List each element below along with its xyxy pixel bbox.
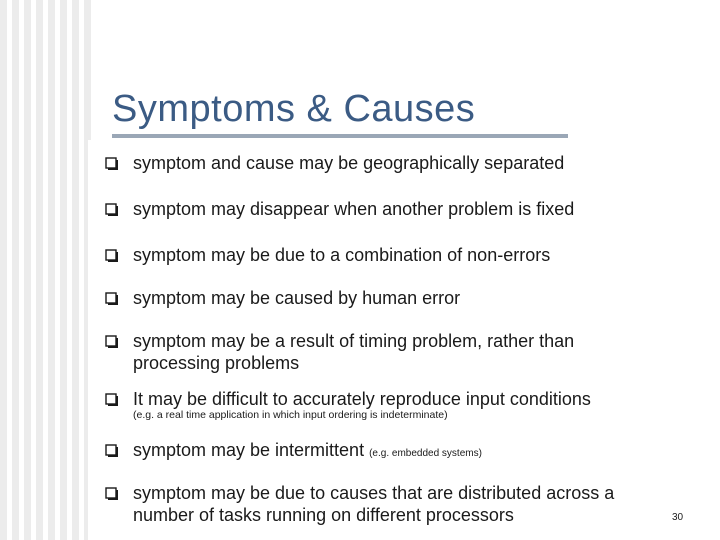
bullet-note: (e.g. a real time application in which input ordering is indeterminate) (133, 409, 448, 421)
checkbox-bullet-icon (105, 157, 119, 171)
title-underline (112, 134, 568, 138)
checkbox-bullet-icon (105, 249, 119, 263)
bullet-text: symptom may be caused by human error (133, 288, 461, 308)
bullet-text: symptom may be due to causes that are distributed across a number of tasks running on different processors (133, 483, 615, 525)
bullet-text: It may be difficult to accurately reproduce input conditions (133, 389, 591, 409)
content-background-edge (88, 140, 96, 540)
checkbox-bullet-icon (105, 444, 119, 458)
checkbox-bullet-icon (105, 203, 119, 217)
bullet-text: symptom may be due to a combination of non-errors (133, 245, 551, 265)
decorative-stripes (0, 0, 94, 540)
bullet-text: symptom and cause may be geographically separated (133, 153, 565, 173)
checkbox-bullet-icon (105, 487, 119, 501)
bullet-text: symptom may be a result of timing problem, rather than processing problems (133, 331, 575, 373)
bullet-text (133, 439, 653, 465)
page-number: 30 (672, 512, 684, 523)
bullet-inline-note: (e.g. embedded systems) (369, 448, 482, 459)
slide-title: Symptoms & Causes (112, 88, 476, 130)
checkbox-bullet-icon (105, 393, 119, 407)
bullet-main-text: symptom may be intermittent (133, 440, 365, 460)
checkbox-bullet-icon (105, 335, 119, 349)
checkbox-bullet-icon (105, 292, 119, 306)
bullet-text: symptom may disappear when another problem is fixed (133, 199, 575, 219)
